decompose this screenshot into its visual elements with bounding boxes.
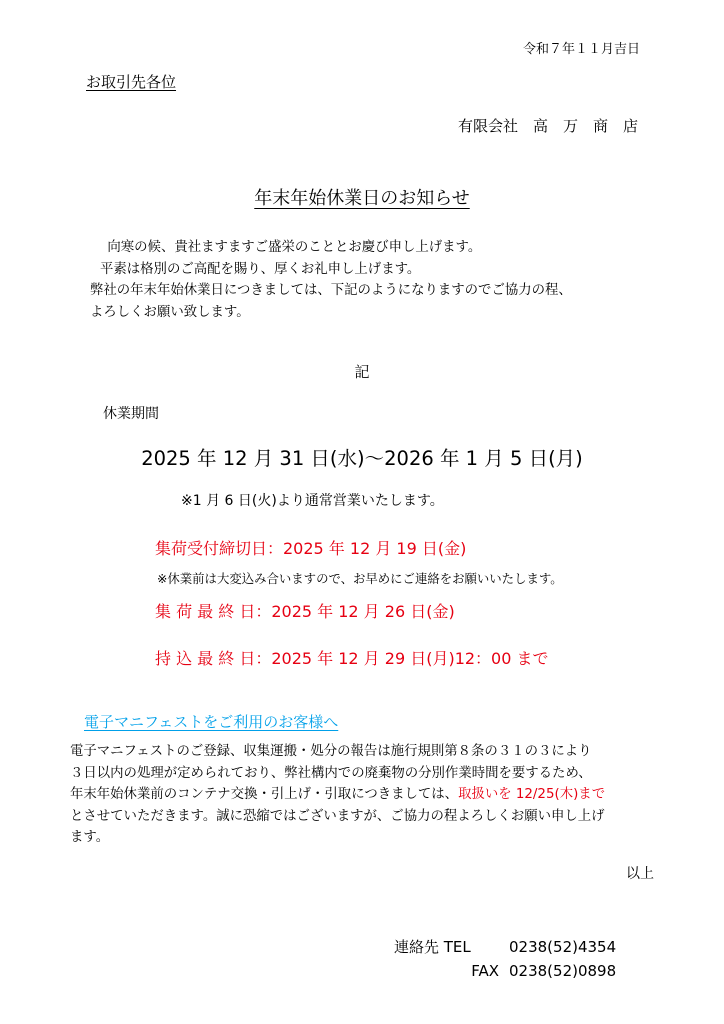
closing-mark: 以上 [626, 866, 654, 882]
intro-line: 向寒の候、貴社ますますご盛栄のこととお慶び申し上げます。 [94, 240, 482, 255]
ki-marker: 記 [354, 363, 370, 381]
collection-deadline: 集荷受付締切日：2025 年 12 月 19 日(金) [155, 539, 467, 558]
contact-tel-row [394, 935, 616, 959]
final-collection-day: 集 荷 最 終 日：2025 年 12 月 26 日(金) [155, 602, 455, 621]
manifest-deadline-highlight: 取扱いを 12/25(木)まで [458, 787, 606, 802]
tel-number: 0238(52)4354 [509, 938, 617, 956]
manifest-line: ３日以内の処理が定められており、弊社構内での廃棄物の分別作業時間を要するため、 [70, 765, 592, 781]
manifest-line-text: 年末年始休業前のコンテナ交換・引上げ・引取につきましては、 [70, 787, 459, 802]
manifest-paragraph [70, 741, 605, 849]
closure-period: 2025 年 12 月 31 日(水)～2026 年 1 月 5 日(月) [141, 447, 583, 470]
manifest-heading: 電子マニフェストをご利用のお客様へ [84, 713, 339, 731]
intro-line: 平素は格別のご高配を賜り、厚くお礼申し上げます。 [100, 261, 421, 277]
collection-note: ※休業前は大変込み合いますので、お早めにご連絡をお願いいたします。 [157, 571, 563, 586]
manifest-line: とさせていただきます。誠に恐縮ではございますが、ご協力の程よろしくお願い申し上げ [70, 808, 605, 824]
fax-label: FAX [471, 962, 499, 980]
notice-title: 年末年始休業日のお知らせ [254, 188, 470, 209]
intro-paragraph [90, 237, 572, 323]
company-name: 有限会社 高 万 商 店 [457, 117, 638, 135]
tel-label: 連絡先 TEL [394, 938, 471, 956]
contact-block [394, 935, 616, 983]
intro-line: 弊社の年末年始休業日につきましては、下記のようになりますのでご協力の程、 [90, 283, 572, 298]
contact-fax-row [394, 959, 616, 983]
fax-number: 0238(52)0898 [509, 962, 617, 980]
issue-date: 令和７年１１月吉日 [522, 42, 640, 57]
manifest-line [70, 784, 605, 806]
manifest-line: 電子マニフェストのご登録、収集運搬・処分の報告は施行規則第８条の３１の３により [70, 744, 592, 759]
final-carry-in-day: 持 込 最 終 日：2025 年 12 月 29 日(月)12：00 まで [155, 649, 549, 668]
manifest-line: ます。 [70, 830, 110, 845]
intro-line: よろしくお願い致します。 [90, 304, 250, 320]
closure-period-label: 休業期間 [103, 406, 159, 422]
resume-note: ※1 月 6 日(火)より通常営業いたします。 [181, 493, 444, 509]
recipient-line: お取引先各位 [86, 73, 177, 91]
